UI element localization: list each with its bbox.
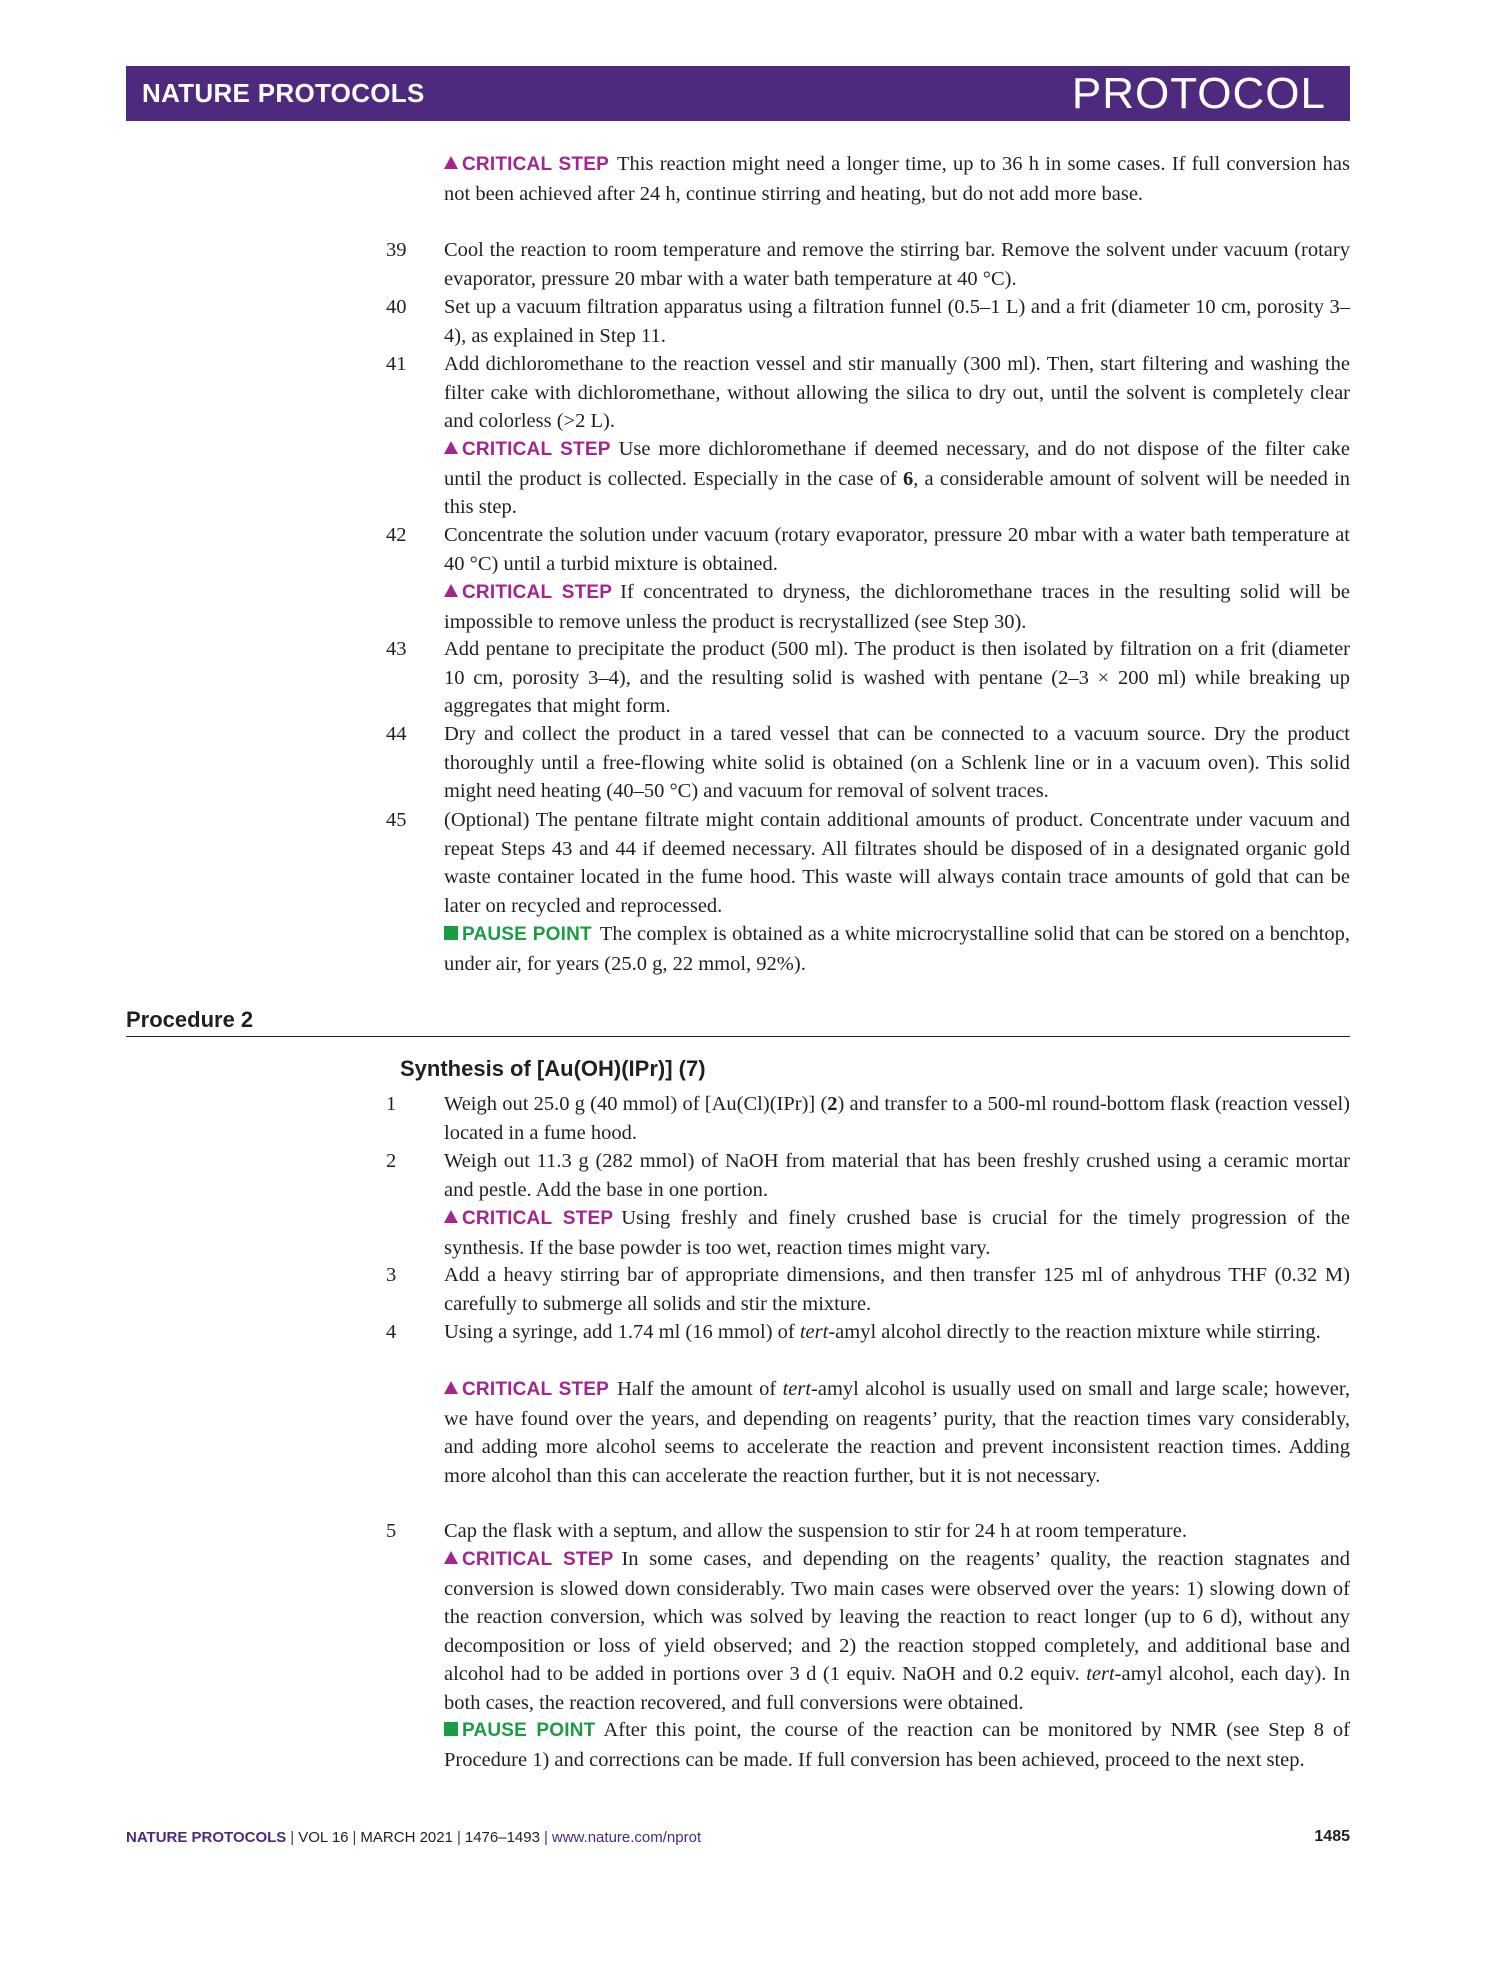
critical-note-41: CRITICAL STEP Use more dichloromethane if deemed necessary, and do not dispose of the filter cake until the product is collected. Especially in the case of 6, a considerable amount of solvent will be needed in this step. bbox=[444, 438, 1350, 518]
note-text: This reaction might need a longer time, up to 36 h in some cases. If full conversion has not been achieved after 24 h, continue stirring and heating, but do not add more base. bbox=[444, 153, 1350, 205]
critical-step-tag: CRITICAL STEP bbox=[444, 1208, 613, 1229]
p2-step-4 bbox=[386, 1318, 1350, 1347]
footer-url-link[interactable]: www.nature.com/nprot bbox=[551, 1828, 702, 1846]
step-text: Set up a vacuum filtration apparatus using a filtration funnel (0.5–1 L) and a frit (diameter 10 cm, porosity 3–4), as explained in Step 11. bbox=[444, 296, 1350, 347]
pause-note-45: PAUSE POINT The complex is obtained as a white microcrystalline solid that can be stored on a benchtop, under air, for years (25.0 g, 22 mmol, 92%). bbox=[444, 923, 1350, 975]
procedure-subtitle: Synthesis of [Au(OH)(IPr)] (7) bbox=[400, 1056, 706, 1081]
triangle-icon bbox=[444, 584, 458, 597]
step-number: 45 bbox=[386, 809, 407, 831]
step-number: 43 bbox=[386, 638, 407, 660]
step-45 bbox=[386, 806, 1350, 920]
header-bar bbox=[126, 66, 1350, 121]
step-text: Weigh out 25.0 g (40 mmol) of [Au(Cl)(IPr)] (2) and transfer to a 500-ml round-bottom flask (reaction vessel) located in a fume hood. bbox=[444, 1093, 1350, 1144]
critical-step-tag: CRITICAL STEP bbox=[444, 582, 612, 603]
step-number: 5 bbox=[386, 1520, 397, 1542]
step-number: 44 bbox=[386, 723, 407, 745]
critical-note-42: CRITICAL STEP If concentrated to dryness, the dichloromethane traces in the resulting solid will be impossible to remove unless the product is recrystallized (see Step 30). bbox=[444, 581, 1350, 633]
compound-number: 6 bbox=[902, 467, 914, 490]
step-number: 4 bbox=[386, 1321, 397, 1343]
pause-point-tag: PAUSE POINT bbox=[444, 1720, 595, 1741]
critical-step-tag: CRITICAL STEP bbox=[444, 154, 609, 175]
step-42 bbox=[386, 521, 1350, 578]
triangle-icon bbox=[444, 1381, 458, 1394]
page-number: 1485 bbox=[1314, 1828, 1350, 1845]
square-icon bbox=[444, 1722, 458, 1736]
step-text: Concentrate the solution under vacuum (rotary evaporator, pressure 20 mbar with a water bath temperature at 40 °C) until a turbid mixture is obtained. bbox=[444, 524, 1350, 575]
pause-point-tag: PAUSE POINT bbox=[444, 924, 592, 945]
step-number: 39 bbox=[386, 239, 407, 261]
critical-note-p2-5: CRITICAL STEP In some cases, and depending on the reagents’ quality, the reaction stagnates and conversion is slowed down considerably. Two main cases were observed over the years: 1) slowing down of the reaction conversion, which was solved by leaving the reaction to react longer (up to 6 d), without any decomposition or loss of yield observed; and 2) the reaction stopped completely, and additional base and alcohol had to be added in portions over 3 d (1 equiv. NaOH and 0.2 equiv. tert-amyl alcohol, each day). In both cases, the reaction recovered, and full conversions were obtained. bbox=[444, 1548, 1350, 1714]
article-type: PROTOCOL bbox=[1071, 68, 1326, 118]
step-number: 3 bbox=[386, 1264, 397, 1286]
critical-step-tag: CRITICAL STEP bbox=[444, 1549, 613, 1570]
step-text: Dry and collect the product in a tared vessel that can be connected to a vacuum source. Dry the product thoroughly until a free-flowing white solid is obtained (on a Schlenk line or in a vacuum oven). This solid might need heating (40–50 °C) and vacuum for removal of solvent traces. bbox=[444, 723, 1350, 802]
step-text: Add a heavy stirring bar of appropriate dimensions, and then transfer 125 ml of anhydrous THF (0.32 M) carefully to submerge all solids and stir the mixture. bbox=[444, 1264, 1350, 1315]
step-41 bbox=[386, 350, 1350, 436]
step-43 bbox=[386, 635, 1350, 721]
p2-step-1 bbox=[386, 1090, 1350, 1147]
step-number: 42 bbox=[386, 524, 407, 546]
step-text: (Optional) The pentane filtrate might contain additional amounts of product. Concentrate under vacuum and repeat Steps 43 and 44 if deemed necessary. All filtrates should be disposed of in a designated organic gold waste container located in the fume hood. This waste will always contain trace amounts of gold that can be later on recycled and reprocessed. bbox=[444, 809, 1350, 917]
square-icon bbox=[444, 926, 458, 940]
step-40 bbox=[386, 293, 1350, 350]
triangle-icon bbox=[444, 1210, 458, 1223]
critical-note-38 bbox=[444, 150, 1350, 208]
step-number: 2 bbox=[386, 1150, 397, 1172]
triangle-icon bbox=[444, 441, 458, 454]
triangle-icon bbox=[444, 1551, 458, 1564]
p2-step-5 bbox=[386, 1517, 1350, 1546]
footer-journal: NATURE PROTOCOLS bbox=[126, 1828, 287, 1846]
step-number: 1 bbox=[386, 1093, 397, 1115]
step-text: Using a syringe, add 1.74 ml (16 mmol) of tert-amyl alcohol directly to the reaction mixture while stirring. bbox=[444, 1321, 1321, 1343]
critical-step-tag: CRITICAL STEP bbox=[444, 1379, 609, 1400]
critical-step-tag: CRITICAL STEP bbox=[444, 439, 611, 460]
step-number: 40 bbox=[386, 296, 407, 318]
step-text: Cap the flask with a septum, and allow the suspension to stir for 24 h at room temperature. bbox=[444, 1520, 1187, 1542]
journal-name: NATURE PROTOCOLS bbox=[142, 78, 425, 108]
page-footer bbox=[126, 1828, 1350, 1846]
footer-citation: NATURE PROTOCOLS | VOL 16 | MARCH 2021 | 1476–1493 | www.nature.com/nprot bbox=[126, 1828, 702, 1846]
p2-step-2 bbox=[386, 1147, 1350, 1204]
step-number: 41 bbox=[386, 353, 407, 375]
step-44 bbox=[386, 720, 1350, 806]
p2-step-3 bbox=[386, 1261, 1350, 1318]
triangle-icon bbox=[444, 156, 458, 169]
footer-volume: VOL 16 bbox=[298, 1828, 349, 1846]
step-39 bbox=[386, 236, 1350, 293]
footer-pages: 1476–1493 bbox=[464, 1828, 540, 1846]
step-text: Add dichloromethane to the reaction vessel and stir manually (300 ml). Then, start filtering and washing the filter cake with dichloromethane, without allowing the silica to dry out, until the solvent is completely clear and colorless (>2 L). bbox=[444, 353, 1350, 432]
pause-note-p2-5: PAUSE POINT After this point, the course of the reaction can be monitored by NMR (see Step 8 of Procedure 1) and corrections can be made. If full conversion has been achieved, proceed to the next step. bbox=[444, 1719, 1351, 1771]
step-text: Cool the reaction to room temperature and remove the stirring bar. Remove the solvent under vacuum (rotary evaporator, pressure 20 mbar with a water bath temperature at 40 °C). bbox=[444, 239, 1350, 290]
step-text: Add pentane to precipitate the product (500 ml). The product is then isolated by filtration on a frit (diameter 10 cm, porosity 3–4), and the resulting solid is washed with pentane (2–3 × 200 ml) while breaking up aggregates that might form. bbox=[444, 638, 1350, 717]
procedure-title: Procedure 2 bbox=[126, 1007, 254, 1032]
critical-note-p2-4: CRITICAL STEP Half the amount of tert-amyl alcohol is usually used on small and large scale; however, we have found over the years, and depending on reagents’ purity, that the reaction times vary considerably, and adding more alcohol seems to accelerate the reaction and prevent inconsistent reaction times. Adding more alcohol than this can accelerate the reaction further, but it is not necessary. bbox=[444, 1378, 1350, 1487]
footer-date: MARCH 2021 bbox=[360, 1828, 453, 1846]
section-divider bbox=[126, 1036, 1350, 1037]
step-text: Weigh out 11.3 g (282 mmol) of NaOH from material that has been freshly crushed using a ceramic mortar and pestle. Add the base in one portion. bbox=[444, 1150, 1350, 1201]
critical-note-p2-2: CRITICAL STEP Using freshly and finely crushed base is crucial for the timely progression of the synthesis. If the base powder is too wet, reaction times might vary. bbox=[444, 1207, 1350, 1259]
